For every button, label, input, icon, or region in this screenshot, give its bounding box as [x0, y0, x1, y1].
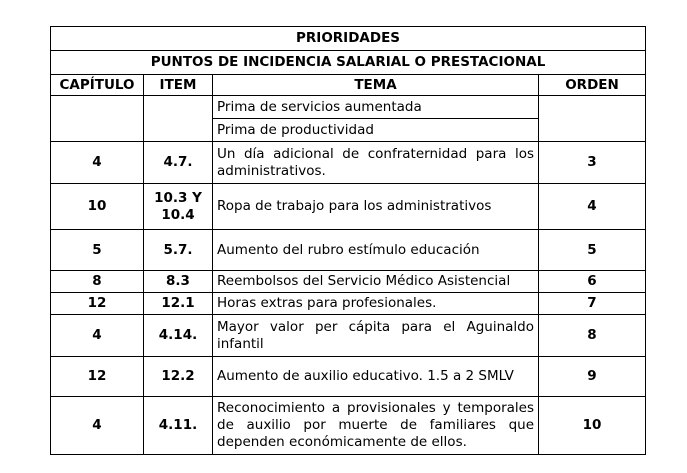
tema-cell: Prima de servicios aumentada: [213, 96, 539, 119]
header-capitulo: CAPÍTULO: [51, 75, 144, 96]
item-cell: 8.3: [144, 271, 213, 293]
table-subtitle: PUNTOS DE INCIDENCIA SALARIAL O PRESTACIONAL: [51, 51, 646, 75]
table-row: [51, 357, 646, 397]
item-cell: 12.1: [144, 293, 213, 315]
subtitle-row: [51, 51, 646, 75]
item-cell: 5.7.: [144, 230, 213, 271]
orden-cell: 4: [539, 184, 646, 230]
item-cell: 4.14.: [144, 315, 213, 357]
capitulo-cell: 4: [51, 397, 144, 455]
capitulo-cell: 12: [51, 293, 144, 315]
capitulo-cell: 4: [51, 142, 144, 184]
orden-cell: 7: [539, 293, 646, 315]
tema-cell: Ropa de trabajo para los administrativos: [213, 184, 539, 230]
tema-cell: Un día adicional de confraternidad para los administrativos.: [213, 142, 539, 184]
orden-cell: 9: [539, 357, 646, 397]
capitulo-cell: 5: [51, 230, 144, 271]
capitulo-cell: 12: [51, 357, 144, 397]
capitulo-cell: 4: [51, 315, 144, 357]
table-row: [51, 230, 646, 271]
empty-item-cell: [144, 96, 213, 142]
item-cell: 12.2: [144, 357, 213, 397]
empty-orden-cell: [539, 96, 646, 142]
table-title: PRIORIDADES: [51, 27, 646, 51]
orden-cell: 8: [539, 315, 646, 357]
orden-cell: 6: [539, 271, 646, 293]
table-row: [51, 315, 646, 357]
tema-cell: Reembolsos del Servicio Médico Asistencial: [213, 271, 539, 293]
header-item: ITEM: [144, 75, 213, 96]
header-row: [51, 75, 646, 96]
orden-cell: 10: [539, 397, 646, 455]
capitulo-cell: 8: [51, 271, 144, 293]
table-row: [51, 397, 646, 455]
tema-cell: Reconocimiento a provisionales y temporales de auxilio por muerte de familiares que dependen económicamente de ellos.: [213, 397, 539, 455]
tema-cell: Aumento del rubro estímulo educación: [213, 230, 539, 271]
item-cell: 4.11.: [144, 397, 213, 455]
priorities-table: [50, 26, 646, 455]
tema-cell: Mayor valor per cápita para el Aguinaldo infantil: [213, 315, 539, 357]
capitulo-cell: 10: [51, 184, 144, 230]
orden-cell: 3: [539, 142, 646, 184]
item-cell: 10.3 Y 10.4: [144, 184, 213, 230]
table-row: [51, 142, 646, 184]
tema-cell: Horas extras para profesionales.: [213, 293, 539, 315]
header-tema: TEMA: [213, 75, 539, 96]
tema-cell: Aumento de auxilio educativo. 1.5 a 2 SMLV: [213, 357, 539, 397]
header-orden: ORDEN: [539, 75, 646, 96]
table-row: [51, 96, 646, 119]
empty-capitulo-cell: [51, 96, 144, 142]
table-row: [51, 271, 646, 293]
tema-cell: Prima de productividad: [213, 119, 539, 142]
item-cell: 4.7.: [144, 142, 213, 184]
table-row: [51, 184, 646, 230]
title-row: [51, 27, 646, 51]
orden-cell: 5: [539, 230, 646, 271]
table-row: [51, 293, 646, 315]
